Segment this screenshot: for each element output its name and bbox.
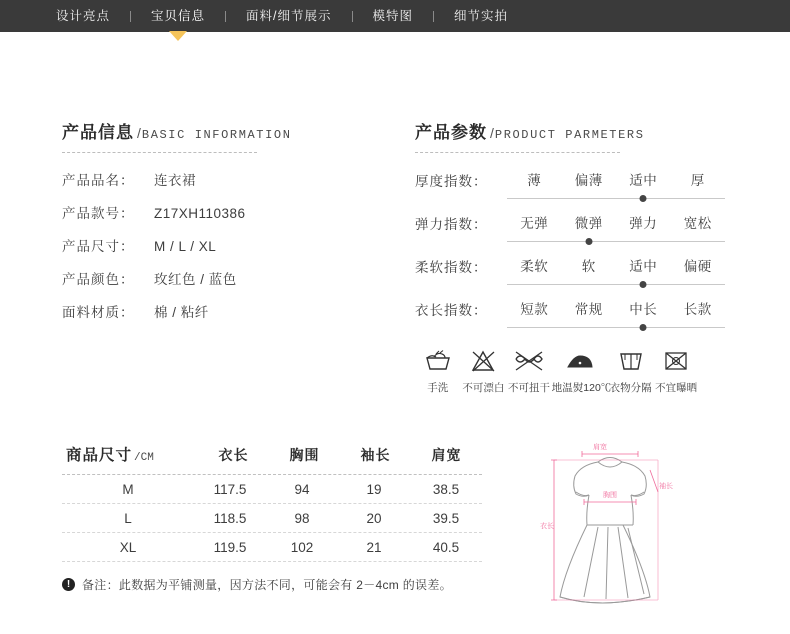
- size-table: [62, 443, 482, 593]
- product-parameters-title: [415, 118, 755, 143]
- table-row: [62, 504, 482, 533]
- size-cell: 40.5: [432, 539, 460, 555]
- nav-item-label: 面料/细节展示: [246, 9, 332, 23]
- parameter-track: [507, 323, 725, 332]
- parameter-row-elasticity: [415, 212, 755, 246]
- parameter-option: 无弹: [520, 216, 549, 231]
- nav-item-product-info[interactable]: [131, 0, 225, 32]
- size-cell: 119.5: [213, 539, 247, 555]
- care-caption: 衣物分隔: [609, 382, 652, 394]
- diagram-label-length: 衣长: [540, 523, 554, 530]
- info-label: 产品尺寸：: [62, 239, 135, 254]
- section-divider: [415, 152, 620, 153]
- parameter-scale: [507, 169, 725, 203]
- care-item-iron-low-temp: [551, 346, 612, 395]
- nav-item-fabric-detail[interactable]: [226, 0, 351, 32]
- table-row: [62, 533, 482, 562]
- size-table-columns: [198, 445, 482, 465]
- care-item-no-wring: [506, 346, 552, 395]
- info-label: 产品款号：: [62, 206, 135, 221]
- parameter-option: 中长: [629, 302, 658, 317]
- table-row: [62, 475, 482, 504]
- nav-item-detail-photos[interactable]: [434, 0, 528, 32]
- size-cell: 117.5: [213, 481, 247, 497]
- info-row: [62, 169, 362, 189]
- parameter-option: 长款: [683, 302, 712, 317]
- size-column-header: 袖长: [360, 447, 391, 463]
- title-slash: /: [490, 125, 494, 141]
- exclamation-icon: !: [62, 578, 75, 591]
- size-cell: 102: [290, 539, 314, 555]
- basic-information-title-cn: 产品信息: [62, 123, 134, 142]
- parameter-option: 软: [581, 259, 596, 274]
- size-cell: 94: [294, 481, 310, 497]
- parameter-option: 薄: [527, 173, 542, 188]
- parameter-label: 衣长指数：: [415, 303, 488, 318]
- info-label: 面料材质：: [62, 305, 135, 320]
- basic-information-list: [62, 169, 362, 321]
- size-cell: 118.5: [213, 510, 247, 526]
- parameter-list: [415, 169, 755, 332]
- nav-item-model[interactable]: [353, 0, 434, 32]
- parameter-option: 微弹: [574, 216, 603, 231]
- care-caption: 地温熨120℃: [551, 382, 612, 394]
- no-sun-dry-icon: [653, 346, 699, 376]
- size-column-header: 衣长: [218, 447, 249, 463]
- section-divider: [62, 152, 257, 153]
- parameter-option: 弹力: [629, 216, 658, 231]
- product-parameters-title-cn: 产品参数: [415, 123, 487, 142]
- care-caption: 手洗: [427, 382, 449, 394]
- nav-active-caret-icon: [169, 31, 187, 41]
- parameter-option: 偏硬: [683, 259, 712, 274]
- title-slash: /: [137, 125, 141, 141]
- top-navigation-bar: [0, 0, 790, 32]
- info-row: [62, 202, 362, 222]
- size-cell: 38.5: [432, 481, 460, 497]
- parameter-label: 柔软指数：: [415, 260, 488, 275]
- parameter-scale: [507, 212, 725, 246]
- parameter-option: 厚: [690, 173, 705, 188]
- info-value: 连衣裙: [154, 173, 196, 188]
- care-instructions: [415, 346, 699, 395]
- parameter-selected-dot: [640, 324, 647, 331]
- size-column-header: 肩宽: [431, 447, 462, 463]
- diagram-label-shoulder: 肩宽: [593, 444, 607, 451]
- separate-wash-icon: [608, 346, 654, 376]
- iron-low-temp-icon: [552, 346, 608, 376]
- parameter-label: 弹力指数：: [415, 217, 488, 232]
- parameter-selected-dot: [640, 195, 647, 202]
- parameter-option: 适中: [629, 173, 658, 188]
- parameter-track: [507, 194, 725, 203]
- care-caption: 不宜曝晒: [655, 382, 698, 394]
- info-value: M / L / XL: [154, 239, 217, 254]
- size-cell: 98: [294, 510, 310, 526]
- size-table-title: [62, 443, 198, 465]
- parameter-option: 柔软: [520, 259, 549, 274]
- care-item-no-bleach: [461, 346, 507, 395]
- info-value: Z17XH110386: [154, 206, 246, 221]
- parameter-option: 适中: [629, 259, 658, 274]
- care-caption: 不可漂白: [462, 382, 505, 394]
- care-caption: 不可扭干: [507, 382, 550, 394]
- diagram-label-bust: 胸围: [603, 492, 617, 499]
- parameter-options: [507, 169, 725, 189]
- info-value: 玫红色 / 蓝色: [154, 272, 237, 287]
- basic-information-title-en: BASIC INFORMATION: [141, 128, 292, 142]
- diagram-label-sleeve: 袖长: [659, 483, 673, 490]
- size-note-text: 备注：此数据为平铺测量，因方法不同，可能会有 2－4cm 的误差。: [82, 578, 452, 592]
- size-table-title-cn: 商品尺寸: [66, 447, 133, 464]
- no-wring-icon: [506, 346, 552, 376]
- size-cell: 20: [366, 510, 382, 526]
- size-label: M: [122, 481, 134, 497]
- parameter-scale: [507, 255, 725, 289]
- nav-item-label: 细节实拍: [454, 9, 509, 23]
- dress-measurement-diagram: [520, 440, 760, 625]
- info-label: 产品品名：: [62, 173, 135, 188]
- parameter-options: [507, 255, 725, 275]
- parameter-selected-dot: [585, 238, 592, 245]
- size-label: XL: [119, 539, 137, 555]
- info-label: 产品颜色：: [62, 272, 135, 287]
- parameter-option: 短款: [520, 302, 549, 317]
- nav-item-design[interactable]: [36, 0, 130, 32]
- parameter-label: 厚度指数：: [415, 174, 488, 189]
- parameter-options: [507, 212, 725, 232]
- info-value: 棉 / 粘纤: [154, 305, 209, 320]
- hand-wash-icon: [415, 346, 461, 376]
- parameter-option: 偏薄: [574, 173, 603, 188]
- product-parameters-title-en: PRODUCT PARMETERS: [494, 128, 645, 142]
- care-item-no-sun-dry: [653, 346, 699, 395]
- parameter-scale: [507, 298, 725, 332]
- basic-information-section: [62, 118, 362, 334]
- nav-item-label: 宝贝信息: [151, 9, 206, 23]
- info-row: [62, 235, 362, 255]
- parameter-row-thickness: [415, 169, 755, 203]
- parameter-option: 宽松: [683, 216, 712, 231]
- size-cell: 19: [366, 481, 382, 497]
- nav-items: [36, 0, 528, 32]
- size-column-header: 胸围: [289, 447, 320, 463]
- nav-item-label: 模特图: [372, 9, 414, 23]
- parameter-track: [507, 237, 725, 246]
- size-cell: 39.5: [432, 510, 460, 526]
- no-bleach-icon: [461, 346, 507, 376]
- size-table-unit: /CM: [134, 452, 154, 464]
- parameter-row-softness: [415, 255, 755, 289]
- parameter-options: [507, 298, 725, 318]
- care-item-separate-wash: [608, 346, 654, 395]
- nav-item-label: 设计亮点: [56, 9, 111, 23]
- parameter-option: 常规: [574, 302, 603, 317]
- info-row: [62, 268, 362, 288]
- size-table-header: [62, 443, 482, 475]
- parameter-row-length: [415, 298, 755, 332]
- size-note: [62, 576, 482, 593]
- basic-information-title: [62, 118, 362, 143]
- care-item-hand-wash: [415, 346, 461, 395]
- product-parameters-section: [415, 118, 755, 395]
- size-cell: 21: [366, 539, 382, 555]
- parameter-selected-dot: [640, 281, 647, 288]
- size-label: L: [124, 510, 132, 526]
- info-row: [62, 301, 362, 321]
- parameter-track: [507, 280, 725, 289]
